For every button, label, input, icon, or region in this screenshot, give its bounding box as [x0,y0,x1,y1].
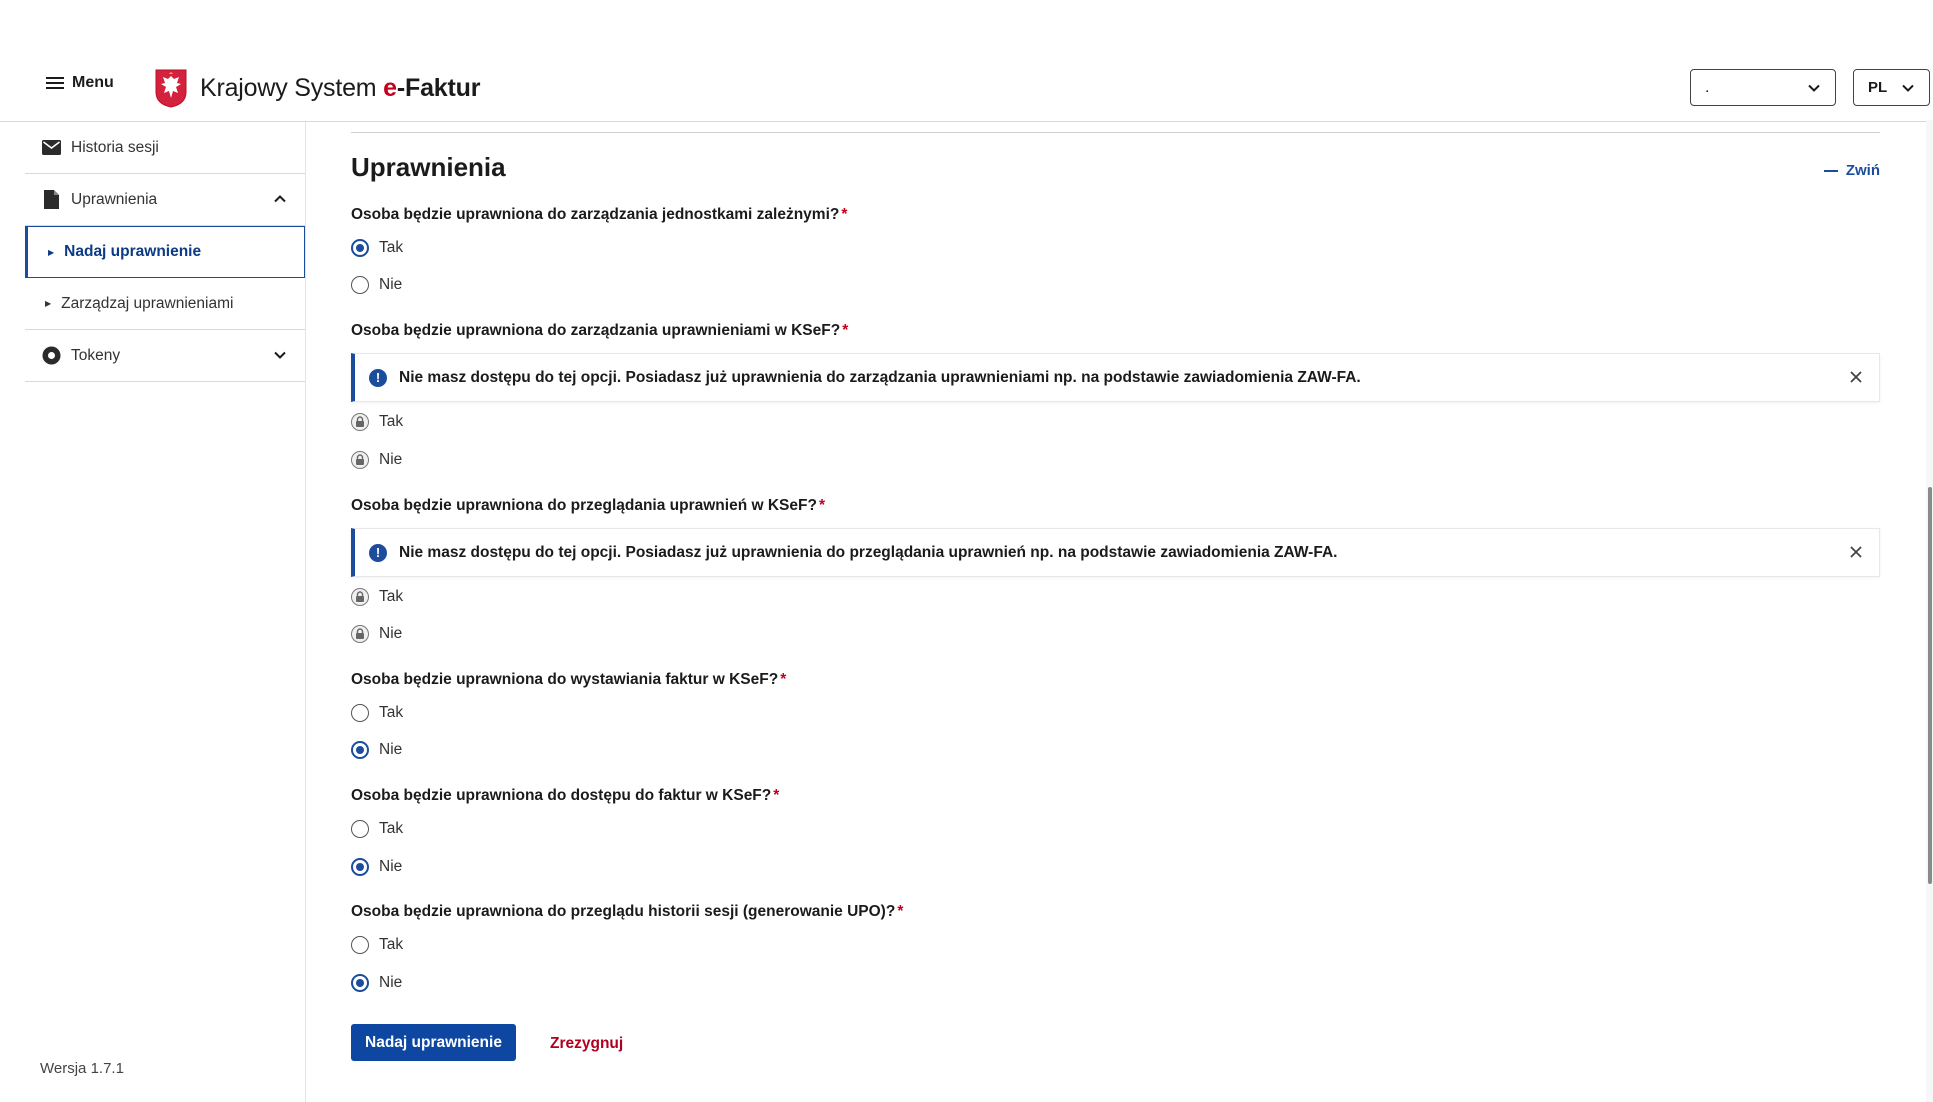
sidebar-subitem-nadaj-uprawnienie[interactable] [25,226,305,278]
radio-button-selected[interactable] [351,974,369,992]
radio-button[interactable] [351,704,369,722]
polish-eagle-icon [154,68,188,108]
radio-option-tak[interactable]: Tak [351,239,403,257]
radio-option-tak[interactable]: Tak [351,936,403,954]
info-icon: ! [369,544,387,562]
chevron-down-icon [1807,81,1821,95]
app-version: Wersja 1.7.1 [40,1060,124,1077]
lock-icon [355,591,365,602]
radio-button-locked [351,588,369,606]
sidebar-item-label: Zarządzaj uprawnieniami [61,294,234,312]
radio-button-locked [351,451,369,469]
lock-icon [355,628,365,639]
chevron-down-icon [1901,81,1915,95]
radio-option-tak-locked: Tak [351,413,403,431]
menu-button[interactable] [46,74,114,92]
section-title: Uprawnienia [351,152,506,182]
sidebar-item-tokeny[interactable] [25,330,305,382]
submit-button[interactable]: Nadaj uprawnienie [351,1024,516,1061]
chevron-down-icon [273,348,287,362]
top-header [0,0,1933,122]
radio-button-selected[interactable] [351,858,369,876]
close-icon[interactable] [1847,543,1865,561]
info-icon: ! [369,369,387,387]
language-select[interactable] [1853,69,1930,106]
alert-message: Nie masz dostępu do tej opcji. Posiadasz już uprawnienia do przeglądania uprawnień np. na podstawie zawiadomienia ZAW-FA. [399,543,1338,561]
question-label: Osoba będzie uprawniona do przeglądania uprawnień w KSeF? * [351,497,825,514]
question-label: Osoba będzie uprawniona do zarządzania jednostkami zależnymi? * [351,206,848,223]
menu-label: Menu [72,74,114,91]
sidebar-item-label: Nadaj uprawnienie [64,243,202,260]
sidebar-item-label: Uprawnienia [71,190,158,208]
question-label: Osoba będzie uprawniona do wystawiania faktur w KSeF? * [351,671,787,688]
sidebar-item-uprawnienia[interactable] [25,174,305,226]
sidebar-item-label: Historia sesji [71,138,159,156]
radio-option-nie-locked: Nie [351,625,402,643]
minus-icon [1824,170,1838,172]
token-icon [41,346,61,366]
radio-button-locked [351,625,369,643]
radio-button-locked [351,413,369,431]
sidebar-subitem-zarzadzaj-uprawnieniami[interactable] [25,278,305,330]
chevron-up-icon [273,192,287,206]
close-icon[interactable] [1847,368,1865,386]
radio-option-nie[interactable]: Nie [351,276,402,294]
triangle-bullet-icon: ▶ [48,247,55,257]
lock-icon [355,416,365,427]
info-alert [351,353,1880,402]
radio-option-tak[interactable]: Tak [351,820,403,838]
radio-option-tak[interactable]: Tak [351,704,403,722]
question-label: Osoba będzie uprawniona do zarządzania uprawnieniami w KSeF? * [351,322,849,339]
question-label: Osoba będzie uprawniona do dostępu do faktur w KSeF? * [351,787,780,804]
document-icon [41,190,61,210]
radio-button[interactable] [351,820,369,838]
context-select[interactable] [1690,69,1836,106]
radio-button[interactable] [351,276,369,294]
sidebar [25,122,306,1102]
envelope-icon [41,138,61,158]
lock-icon [355,454,365,465]
scrollbar-thumb[interactable] [1928,487,1932,884]
collapse-button[interactable]: Zwiń [1824,162,1880,179]
brand-name: Krajowy System e-Faktur [200,73,481,102]
radio-option-nie[interactable]: Nie [351,741,402,759]
radio-option-nie-locked: Nie [351,451,402,469]
context-select-value: . [1705,78,1710,96]
radio-option-nie[interactable]: Nie [351,858,402,876]
radio-button[interactable] [351,936,369,954]
language-select-value: PL [1868,79,1888,96]
radio-option-nie[interactable]: Nie [351,974,402,992]
divider [351,132,1880,133]
alert-message: Nie masz dostępu do tej opcji. Posiadasz już uprawnienia do zarządzania uprawnieniami np. na podstawie zawiadomienia ZAW-FA. [399,368,1361,386]
sidebar-item-label: Tokeny [71,346,121,364]
app-logo[interactable] [154,68,480,108]
hamburger-icon [46,77,64,90]
triangle-bullet-icon: ▶ [45,299,52,308]
radio-button-selected[interactable] [351,239,369,257]
sidebar-item-historia-sesji[interactable] [25,122,305,174]
radio-option-tak-locked: Tak [351,588,403,606]
cancel-button[interactable]: Zrezygnuj [550,1035,624,1052]
radio-button-selected[interactable] [351,741,369,759]
info-alert [351,528,1880,577]
question-label: Osoba będzie uprawniona do przeglądu historii sesji (generowanie UPO)? * [351,903,904,920]
